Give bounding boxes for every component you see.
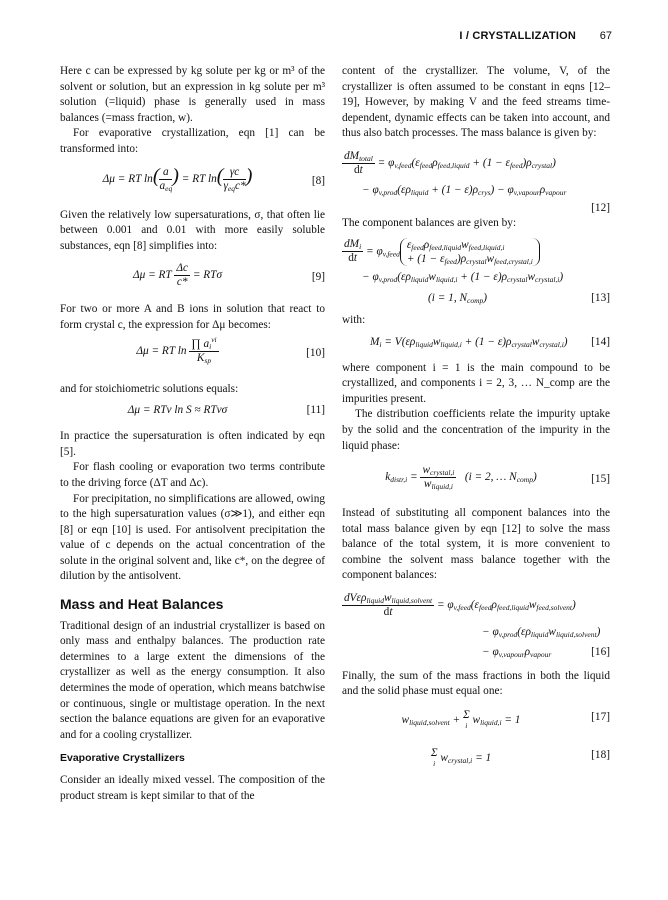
equation-number: [11] bbox=[306, 404, 325, 417]
equation-11 bbox=[60, 403, 325, 429]
equation-number: [17] bbox=[591, 710, 610, 723]
equation-14-body: $M_i = V(\varepsilon\rho_{liquid}w_{liquid,i} + (1 - \varepsilon)\rho_{crystal}w_{crystal,i})$ bbox=[370, 335, 568, 349]
subsection-heading: Evaporative Crystallizers bbox=[60, 752, 185, 765]
equation-12-line-2: − $\varphi_{v,prod}(\varepsilon\rho_{liquid} + (1 - \varepsilon)\rho_{crys}) - \varphi_{v,vapour}\rho_{vapour}$ bbox=[362, 183, 567, 197]
equation-15-body: $k_{distr,i}$ = $\frac{w_{crystal,i}}{w_{liquid,i}}$ (i = 2, … $N_{comp}$) bbox=[385, 464, 537, 492]
section-heading: Mass and Heat Balances bbox=[60, 596, 224, 613]
equation-16-line-2: − $\varphi_{v,prod}(\varepsilon\rho_{liquid}w_{liquid,solvent})$ bbox=[482, 626, 601, 640]
equation-16-line-3: − $\varphi_{v,vapour}\rho_{vapour}$ bbox=[482, 645, 552, 659]
paragraph: In practice the supersaturation is often indicated by eqn [5]. bbox=[60, 430, 325, 458]
equation-13-range: (i = 1, $N_{comp}$) bbox=[428, 292, 488, 306]
equation-number: [14] bbox=[591, 335, 610, 348]
paragraph: The distribution coefficients relate the impurity uptake by the solid and the concentration of the impurity in the liquid phase: bbox=[342, 408, 610, 452]
equation-10 bbox=[60, 334, 325, 374]
paragraph: and for stoichiometric solutions equals: bbox=[60, 382, 239, 395]
equation-10-body: Δμ = RT ln $\frac{\prod a_i^{\nu i}}{K_{sp}}$ bbox=[136, 334, 217, 365]
paragraph: Given the relatively low supersaturations, σ, that often lie between 0.001 and 0.01 with more easily soluble substances, eqn [8] simplifies into: bbox=[60, 208, 325, 252]
left-column bbox=[60, 64, 325, 804]
equation-17 bbox=[342, 710, 610, 736]
paragraph: content of the crystallizer. The volume, V, of the crystallizer is often assumed to be constant in eqns [12–19], However, by making V and the feed streams time-dependent, dynamic effects can be taken into account, and thus also batch processes. The mass balance is given by: bbox=[342, 65, 610, 140]
equation-14 bbox=[342, 335, 610, 351]
equation-12 bbox=[342, 150, 610, 216]
equation-number: [10] bbox=[306, 346, 325, 359]
equation-13-line-2: − $\varphi_{v,prod}(\varepsilon\rho_{liquid}w_{liquid,i} + (1 - \varepsilon)\rho_{crystal}w_{crystal,i})$ bbox=[362, 270, 564, 284]
paragraph: For precipitation, no simplifications are allowed, owing to the high supersaturation values (σ≫1), and either eqn [8] or eqn [10] is used. For antisolvent precipitation the value of c depends on the actual concentration of the solute in the original solvent and, like c*, on the degree of dilution by the antisolvent. bbox=[60, 492, 325, 583]
equation-number: [15] bbox=[591, 473, 610, 486]
equation-11-body: Δμ = RTν ln S ≈ RTνσ bbox=[127, 404, 228, 417]
paragraph: Traditional design of an industrial crystallizer is based on only mass and enthalpy balances. The production rate determines to a large extent the dimensions of the crystallizer as well as the energy consumption. It also determines the mode of operation, which means batchwise or continuous, single or multistage operation. In the next section the balance equations are given for an evaporative and for a cooling crystallizer. bbox=[60, 619, 325, 741]
right-column bbox=[342, 64, 610, 774]
equation-9 bbox=[60, 262, 325, 294]
equation-13 bbox=[342, 238, 610, 310]
paragraph: For evaporative crystallization, eqn [1] can be transformed into: bbox=[60, 127, 325, 155]
paragraph: Finally, the sum of the mass fractions in both the liquid and the solid phase must equal one: bbox=[342, 669, 610, 698]
paragraph: where component i = 1 is the main compound to be crystallized, and components i = 2, 3, … N_comp are the impurities present. bbox=[342, 361, 610, 405]
equation-18-body: Σ i $w_{crystal,i} = 1$ bbox=[430, 746, 492, 768]
equation-number: [18] bbox=[591, 748, 610, 761]
paragraph: Here c can be expressed by kg solute per kg or m³ of the solvent or solution, but an expression in kg solute per m³ solution (=liquid) phase is generally used in mass balances (=mass fraction, w). bbox=[60, 65, 325, 124]
equation-number: [16] bbox=[591, 645, 610, 658]
page-number: 67 bbox=[599, 30, 612, 42]
equation-16-line-1: $\frac{dV\varepsilon\rho_{liquid}w_{liquid,solvent}}{dt}$ = $\varphi_{v,feed}(\varepsilon_{feed}\rho_{feed,liquid}w_{feed,solvent})$ bbox=[344, 592, 576, 619]
equation-17-body: $w_{liquid,solvent} + \Sigma$ i $w_{liquid,i} = 1$ bbox=[401, 708, 521, 730]
running-header bbox=[60, 30, 612, 44]
section-title: I / CRYSTALLIZATION bbox=[459, 30, 576, 42]
paragraph: Consider an ideally mixed vessel. The composition of the product stream is kept similar to that of the bbox=[60, 774, 325, 802]
equation-18 bbox=[342, 748, 610, 774]
equation-15 bbox=[342, 464, 610, 498]
equation-number: [12] bbox=[591, 201, 610, 214]
equation-16 bbox=[342, 592, 610, 663]
paragraph: For flash cooling or evaporation two terms contribute to the driving force (ΔT and Δc). bbox=[60, 461, 325, 489]
equation-number: [8] bbox=[311, 174, 325, 187]
equation-number: [13] bbox=[591, 292, 610, 305]
paragraph: The component balances are given by: bbox=[342, 217, 517, 230]
equation-number: [9] bbox=[311, 271, 325, 284]
equation-8-body: Δμ = RT ln( $\frac{a}{a_{eq}}$ ) = RT ln( $\frac{\gamma c}{\gamma_{eq}c*}$ ) bbox=[102, 164, 253, 193]
paragraph: For two or more A and B ions in solution that react to form crystal c, the expression for Δμ becomes: bbox=[60, 303, 325, 331]
equation-12-line-1: $\frac{dM_{total}}{dt}$ = $\varphi_{v,feed}(\varepsilon_{feed}\rho_{feed,liquid} + (1 - \varepsilon_{feed})\rho_{crystal})$ bbox=[344, 149, 556, 176]
equation-8 bbox=[60, 166, 325, 200]
equation-13-line-1: $\frac{dM_i}{dt}$ = $\varphi_{v,feed}\varepsilon_{feed}\rho_{feed,liquid}w_{feed,liquid,i}$ + $(1 - \varepsilon_{feed})\rho_{crystal}w_{feed,crystal,i}$ bbox=[342, 238, 610, 266]
paragraph: with: bbox=[342, 314, 366, 327]
equation-9-body: Δμ = RT $\frac{\Delta c}{c*}$ = RTσ bbox=[132, 262, 223, 289]
paragraph: Instead of substituting all component balances into the total mass balance given by eqn [12] to solve the mass balance of the total system, it is more convenient to combine the solvent mass balance together with the component balances: bbox=[342, 507, 610, 582]
